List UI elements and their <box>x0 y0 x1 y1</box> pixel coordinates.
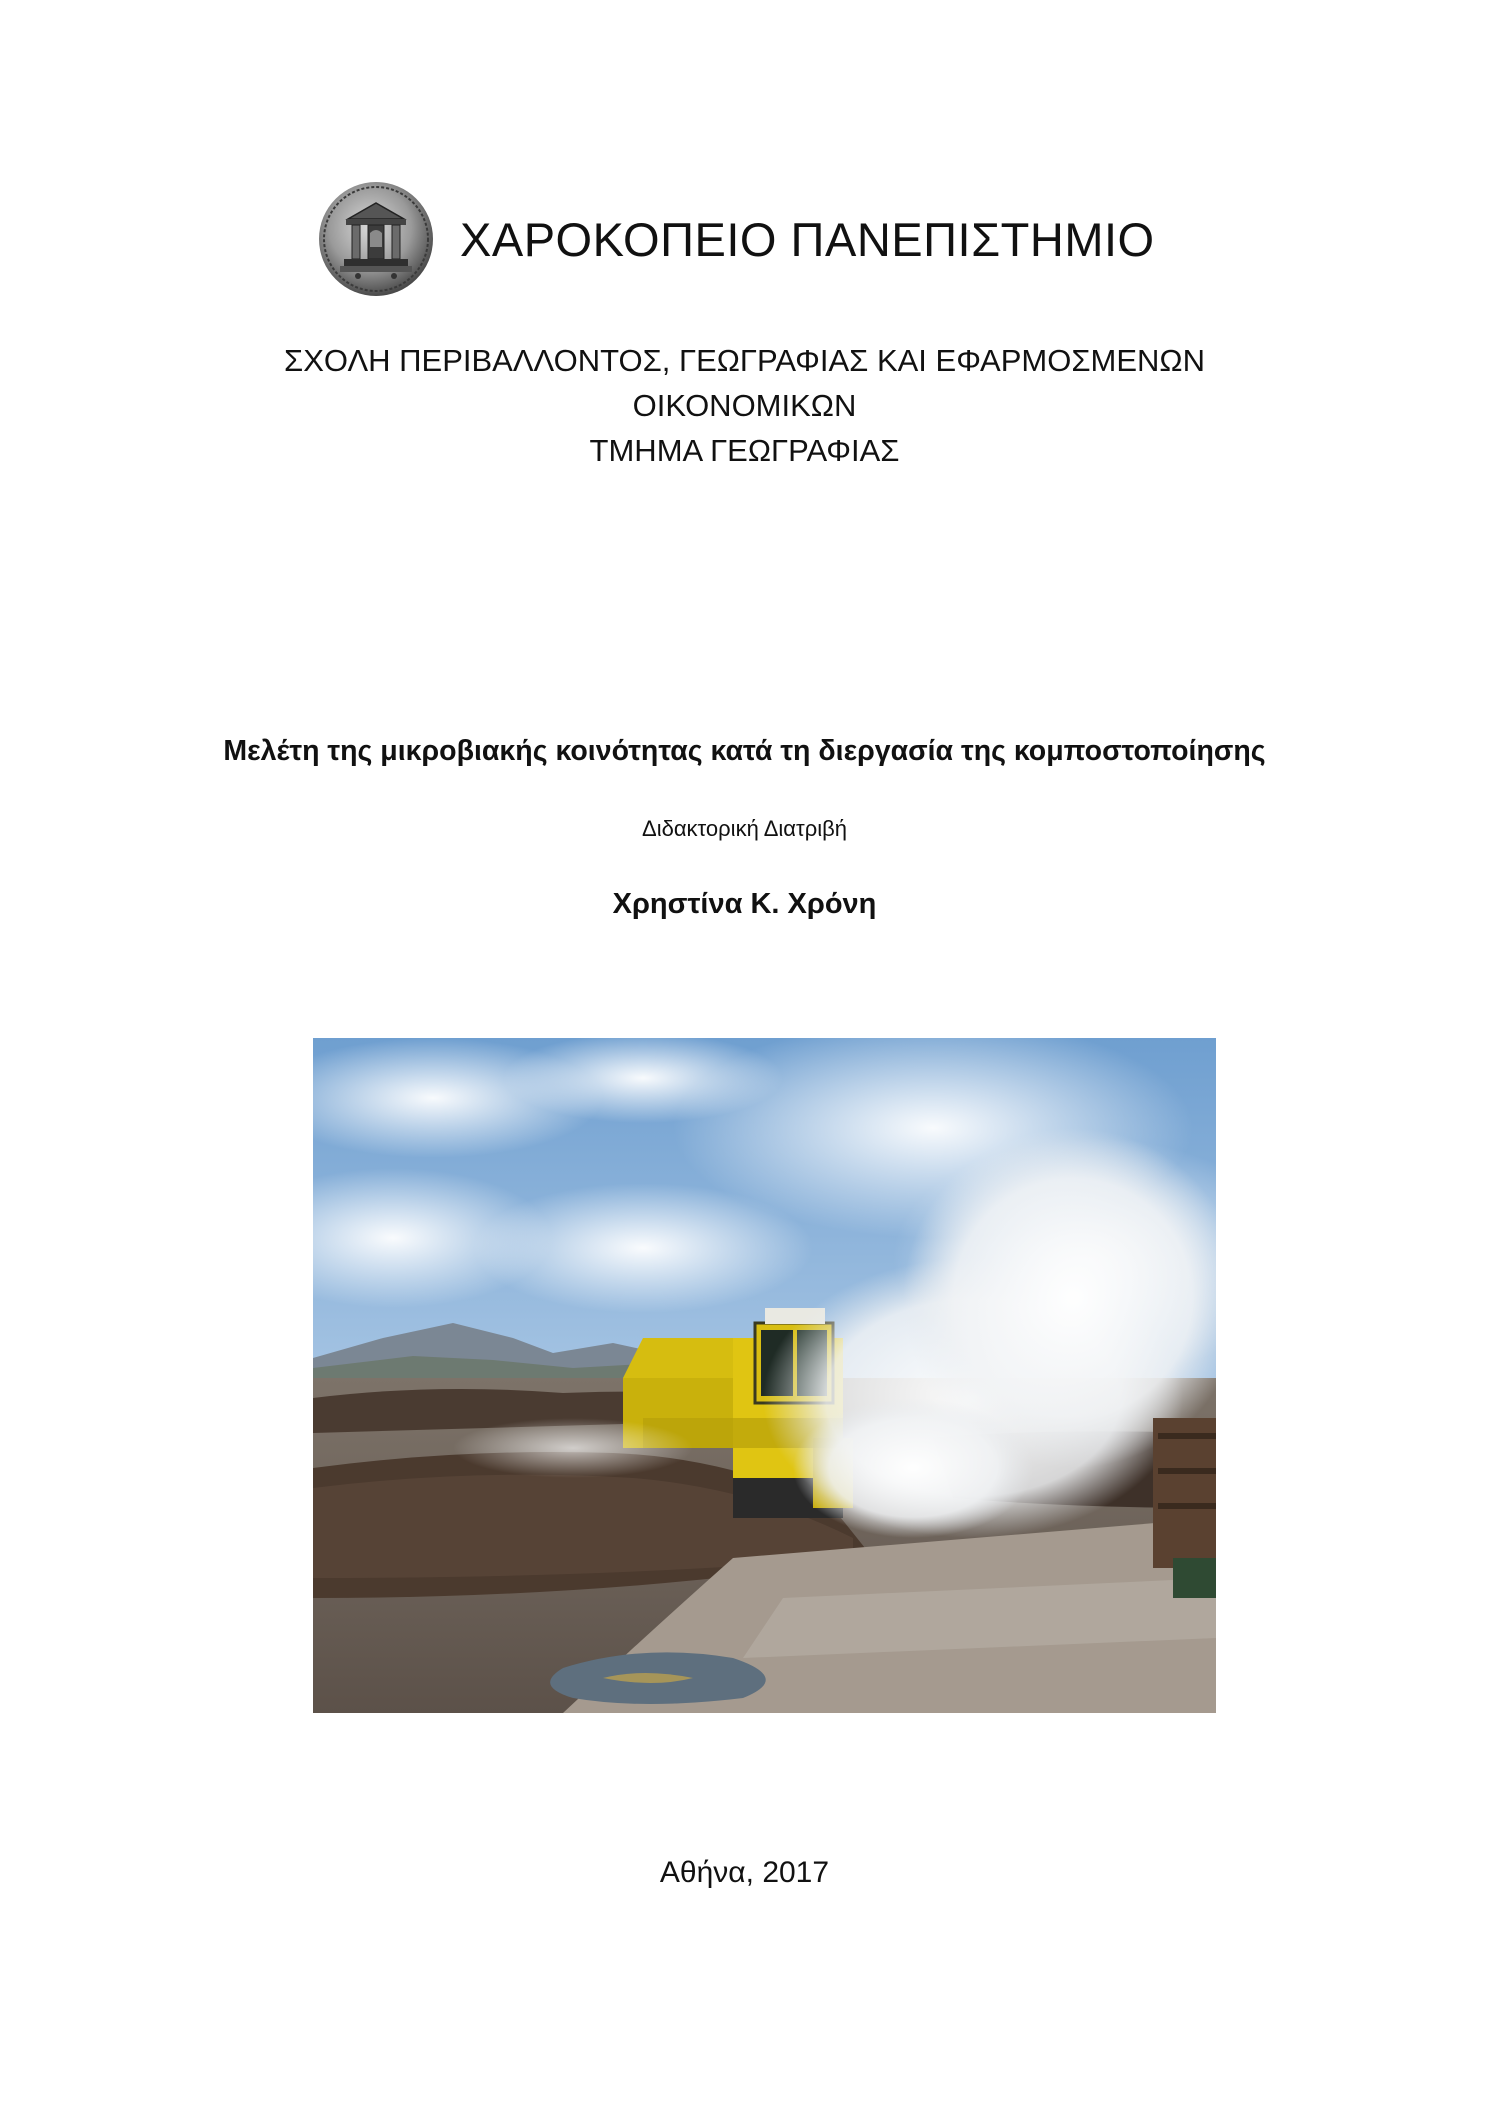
cover-photo <box>313 1038 1216 1713</box>
thesis-title: Μελέτη της μικροβιακής κοινότητας κατά τη διεργασία της κομποστοποίησης <box>223 735 1266 767</box>
school-department-block <box>0 338 1489 473</box>
school-name-line1: ΣΧΟΛΗ ΠΕΡΙΒΑΛΛΟΝΤΟΣ, ΓΕΩΓΡΑΦΙΑΣ ΚΑΙ ΕΦΑΡΜΟΣΜΕΝΩΝ <box>284 343 1205 378</box>
department-name: ΤΜΗΜΑ ΓΕΩΓΡΑΦΙΑΣ <box>589 433 900 468</box>
university-name: ΧΑΡΟΚΟΠΕΙΟ ΠΑΝΕΠΙΣΤΗΜΙΟ <box>460 212 1155 266</box>
thesis-type: Διδακτορική Διατριβή <box>642 816 847 841</box>
university-header <box>318 182 1155 296</box>
university-seal-logo <box>318 181 434 297</box>
school-name-line2: ΟΙΚΟΝΟΜΙΚΩΝ <box>632 388 857 423</box>
thesis-author: Χρηστίνα Κ. Χρόνη <box>612 888 877 920</box>
place-and-date: Αθήνα, 2017 <box>659 1856 830 1889</box>
